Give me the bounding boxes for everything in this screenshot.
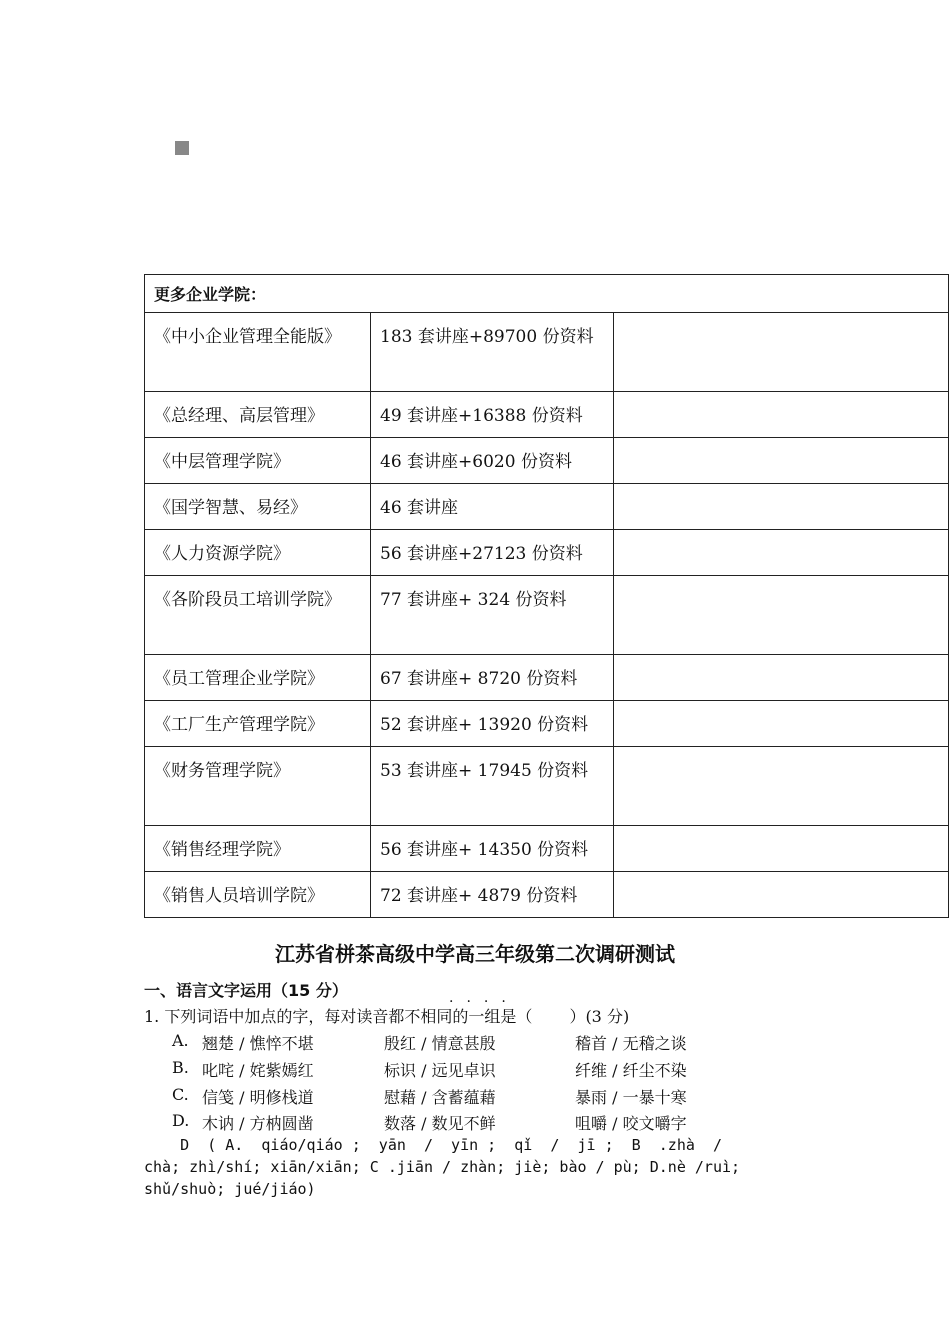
bullet-square <box>175 141 189 155</box>
course-name: 《中小企业管理全能版》 <box>145 313 371 392</box>
word-pair: 木讷 / 方枘圆凿 <box>202 1114 314 1133</box>
document-title: 江苏省栟茶高级中学高三年级第二次调研测试 <box>275 942 675 966</box>
course-name: 《工厂生产管理学院》 <box>145 701 371 747</box>
course-info: 77 套讲座+ 324 份资料 <box>371 576 614 655</box>
course-name: 《总经理、高层管理》 <box>145 392 371 438</box>
word-pair: 咀嚼 / 咬文嚼字 <box>575 1114 687 1133</box>
question-text: 1. 下列词语中加点的字，每对读音都不相同的一组是（ ）(3 分) <box>144 1007 630 1026</box>
option-label: C. <box>172 1085 189 1104</box>
emphasis-dots: .... <box>449 990 519 1006</box>
word-pair: 叱咤 / 姹紫嫣红 <box>202 1061 314 1080</box>
course-info: 56 套讲座+27123 份资料 <box>371 530 614 576</box>
course-info: 56 套讲座+ 14350 份资料 <box>371 826 614 872</box>
table-row <box>145 655 949 701</box>
table-row <box>145 313 949 392</box>
answer-text: D ( A. qiáo/qiáo ; yān / yīn ; qǐ / jī ; B .zhà / chà; zhì/shí; xiān/xiān; C .jiān / zhàn; jiè; bào / pù; D.nè /ruì; shǔ/shuò; jué/jiáo) <box>144 1136 741 1198</box>
option-label: D. <box>172 1111 190 1130</box>
word-pair: 纤维 / 纤尘不染 <box>575 1061 687 1080</box>
word-pair: 慰藉 / 含蓄蕴藉 <box>384 1088 496 1107</box>
course-info: 52 套讲座+ 13920 份资料 <box>371 701 614 747</box>
course-info: 46 套讲座 <box>371 484 614 530</box>
word-pair: 暴雨 / 一暴十寒 <box>575 1088 687 1107</box>
course-info: 49 套讲座+16388 份资料 <box>371 392 614 438</box>
table-row <box>145 826 949 872</box>
word-pair: 数落 / 数见不鲜 <box>384 1114 496 1133</box>
course-name: 《国学智慧、易经》 <box>145 484 371 530</box>
word-pair: 殷红 / 情意甚殷 <box>384 1034 496 1053</box>
empty-cell <box>614 826 949 872</box>
table-row <box>145 747 949 826</box>
empty-cell <box>614 438 949 484</box>
empty-cell <box>614 576 949 655</box>
course-info: 67 套讲座+ 8720 份资料 <box>371 655 614 701</box>
word-pair: 翘楚 / 憔悴不堪 <box>202 1034 314 1053</box>
course-name: 《各阶段员工培训学院》 <box>145 576 371 655</box>
empty-cell <box>614 530 949 576</box>
empty-cell <box>614 747 949 826</box>
course-name: 《人力资源学院》 <box>145 530 371 576</box>
table-row <box>145 484 949 530</box>
word-pair: 稽首 / 无稽之谈 <box>575 1034 687 1053</box>
course-info: 53 套讲座+ 17945 份资料 <box>371 747 614 826</box>
empty-cell <box>614 655 949 701</box>
option-label: A. <box>172 1031 189 1050</box>
course-name: 《员工管理企业学院》 <box>145 655 371 701</box>
course-info: 46 套讲座+6020 份资料 <box>371 438 614 484</box>
option-label: B. <box>172 1058 189 1077</box>
empty-cell <box>614 701 949 747</box>
section-heading: 一、语言文字运用（15 分） <box>144 981 348 1000</box>
course-info: 183 套讲座+89700 份资料 <box>371 313 614 392</box>
table-header: 更多企业学院： <box>145 275 949 313</box>
table-row <box>145 576 949 655</box>
empty-cell <box>614 392 949 438</box>
course-name: 《财务管理学院》 <box>145 747 371 826</box>
empty-cell <box>614 313 949 392</box>
word-pair: 标识 / 远见卓识 <box>384 1061 496 1080</box>
empty-cell <box>614 484 949 530</box>
word-pair: 信笺 / 明修栈道 <box>202 1088 314 1107</box>
table-row <box>145 701 949 747</box>
course-table <box>144 274 949 918</box>
table-row <box>145 530 949 576</box>
course-name: 《中层管理学院》 <box>145 438 371 484</box>
table-row <box>145 438 949 484</box>
table-row <box>145 872 949 918</box>
course-info: 72 套讲座+ 4879 份资料 <box>371 872 614 918</box>
course-name: 《销售经理学院》 <box>145 826 371 872</box>
course-name: 《销售人员培训学院》 <box>145 872 371 918</box>
empty-cell <box>614 872 949 918</box>
table-row <box>145 392 949 438</box>
